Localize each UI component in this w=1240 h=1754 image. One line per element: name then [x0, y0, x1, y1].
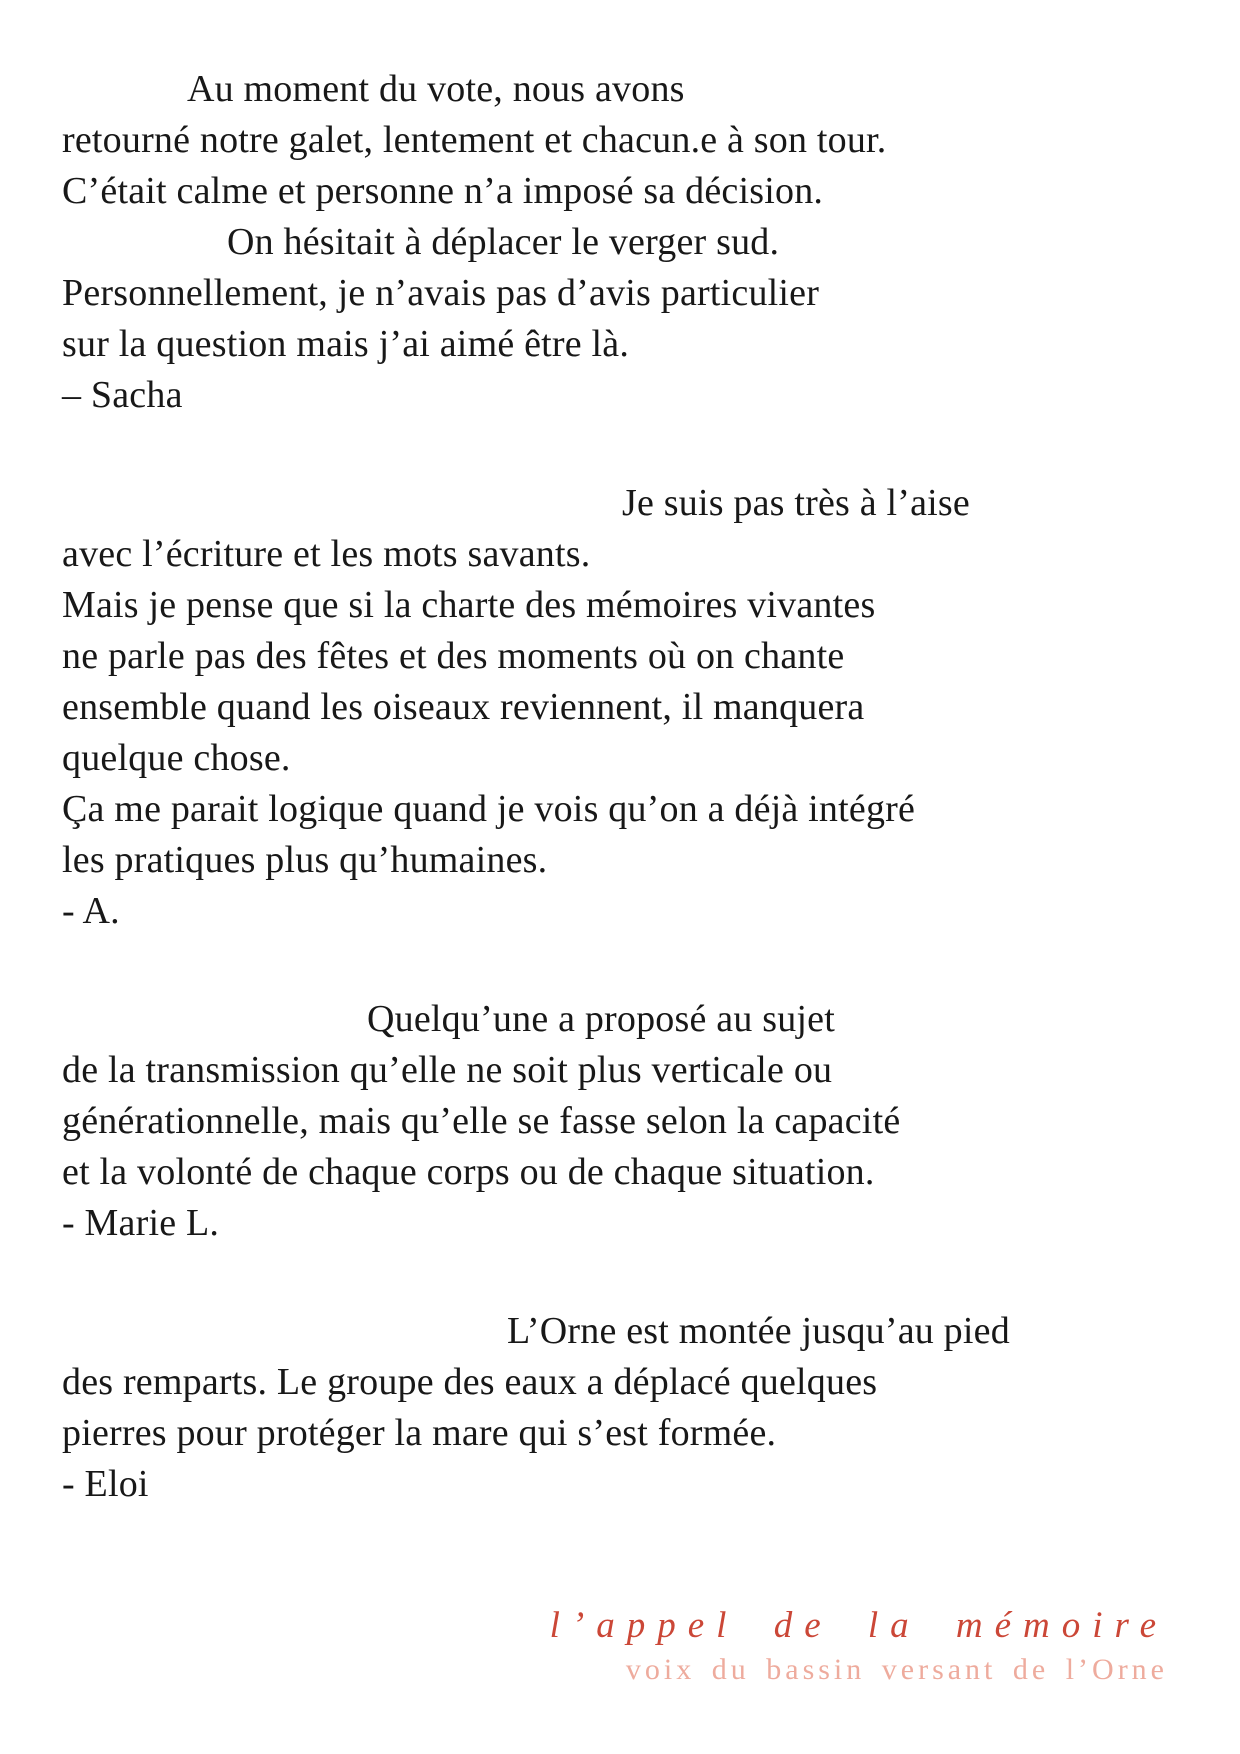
- signature-line: - Marie L.: [62, 1202, 220, 1244]
- quote-line: des remparts. Le groupe des eaux a déplacé quelques: [62, 1361, 878, 1403]
- quote-marie: [62, 994, 1240, 1249]
- footer-subtitle: voix du bassin versant de l’Orne: [625, 1653, 1168, 1686]
- quote-line: On hésitait à déplacer le verger sud.: [227, 221, 780, 263]
- footer-title: l’appel de la mémoire: [549, 1605, 1168, 1646]
- quote-line: de la transmission qu’elle ne soit plus verticale ou: [62, 1049, 833, 1091]
- signature-line: - Eloi: [62, 1463, 149, 1505]
- quote-line: quelque chose.: [62, 737, 291, 779]
- quote-line: Au moment du vote, nous avons: [187, 68, 685, 110]
- signature-line: - A.: [62, 890, 120, 932]
- quote-line: Mais je pense que si la charte des mémoires vivantes: [62, 584, 876, 626]
- quote-line: Ça me parait logique quand je vois qu’on a déjà intégré: [62, 788, 916, 830]
- quote-line: C’était calme et personne n’a imposé sa décision.: [62, 170, 824, 212]
- quote-line: Je suis pas très à l’aise: [622, 482, 970, 524]
- quote-line: ne parle pas des fêtes et des moments où on chante: [62, 635, 845, 677]
- quote-line: avec l’écriture et les mots savants.: [62, 533, 591, 575]
- quote-line: générationnelle, mais qu’elle se fasse selon la capacité: [62, 1100, 901, 1142]
- quote-line: ensemble quand les oiseaux reviennent, il manquera: [62, 686, 865, 728]
- signature-line: – Sacha: [62, 374, 183, 416]
- quote-sacha: [62, 64, 1240, 421]
- quote-line: pierres pour protéger la mare qui s’est formée.: [62, 1412, 777, 1454]
- quote-line: et la volonté de chaque corps ou de chaque situation.: [62, 1151, 875, 1193]
- quote-line: les pratiques plus qu’humaines.: [62, 839, 548, 881]
- page-footer: [0, 1605, 1240, 1689]
- quote-line: sur la question mais j’ai aimé être là.: [62, 323, 630, 365]
- quote-a: [62, 478, 1240, 937]
- quote-line: retourné notre galet, lentement et chacun.e à son tour.: [62, 119, 887, 161]
- quote-line: Quelqu’une a proposé au sujet: [367, 998, 835, 1040]
- quote-line: L’Orne est montée jusqu’au pied: [507, 1310, 1010, 1352]
- quote-line: Personnellement, je n’avais pas d’avis particulier: [62, 272, 820, 314]
- quote-eloi: [62, 1306, 1240, 1510]
